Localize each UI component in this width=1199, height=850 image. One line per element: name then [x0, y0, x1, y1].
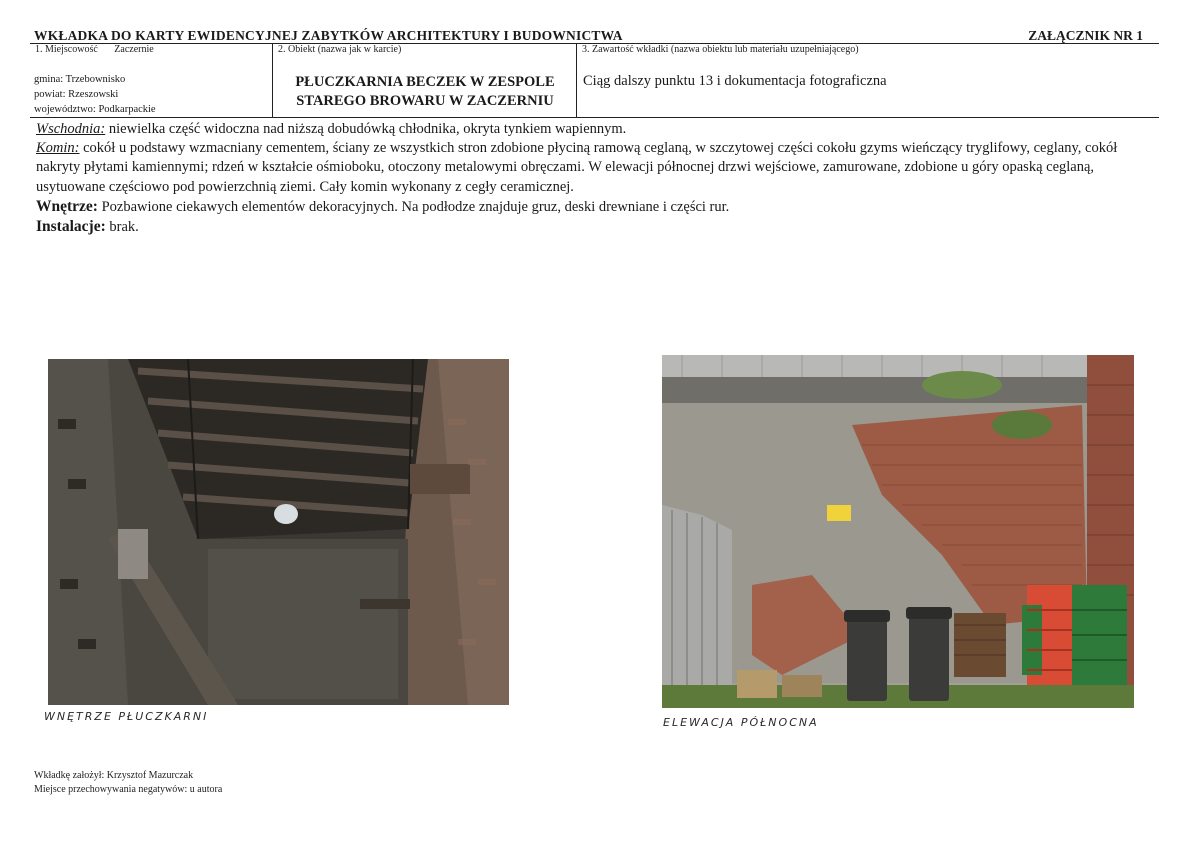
object-name-line2: STAREGO BROWARU W ZACZERNIU [296, 93, 554, 109]
east-paragraph [36, 120, 1146, 139]
contents-label: 3. Zawartość wkładki (nazwa obiektu lub materiału uzupełniającego) [582, 44, 859, 55]
document-title: WKŁADKA DO KARTY EWIDENCYJNEJ ZABYTKÓW ARCHITEKTURY I BUDOWNICTWA [34, 28, 623, 43]
interior-label: Wnętrze: [36, 197, 98, 215]
place-label-row [35, 44, 154, 55]
interior-photo-image [48, 359, 509, 705]
place-value: Zaczernie [114, 44, 154, 55]
place-label: 1. Miejscowość [35, 44, 98, 55]
north-elevation-photo-caption: ELEWACJA PÓŁNOCNA [663, 716, 819, 729]
header-table [30, 43, 1159, 118]
place-column [30, 43, 272, 117]
north-elevation-photo-image [662, 355, 1134, 708]
gmina: gmina: Trzebownisko [34, 74, 126, 85]
east-label: Wschodnia: [36, 121, 106, 137]
interior-photo [48, 359, 509, 705]
negatives-location-line: Miejsce przechowywania negatywów: u autora [34, 784, 223, 795]
north-elevation-photo [662, 355, 1134, 708]
contents-column [576, 43, 1159, 117]
interior-paragraph [36, 197, 1146, 217]
chimney-label: Komin: [36, 140, 80, 157]
installations-paragraph [36, 217, 1146, 237]
object-name-line1: PŁUCZKARNIA BECZEK W ZESPOLE [295, 74, 555, 90]
installations-label: Instalacje: [36, 218, 106, 236]
author-line: Wkładkę założył: Krzysztof Mazurczak [34, 770, 194, 781]
chimney-text: cokół u podstawy wzmacniany cementem, ściany ze wszystkich stron zdobione płyciną ramową ceglaną, w szczytowej części cokołu gzyms wieńczący tryglifowy, ceglany, cokół nakryty płytami kamiennymi; rdzeń w kształcie ośmioboku, otoczony metalowymi obręczami. W elewacji północnej drzwi wejściowe, zamurowane, zdobione u góry opaską ceglaną, usytuowane częściowo pod powierzchnią ziemi. Cały komin wykonany z cegły ceramicznej. [36, 140, 1118, 195]
wojewodztwo: województwo: Podkarpackie [34, 104, 156, 115]
description-text [36, 120, 1146, 237]
interior-text: Pozbawione ciekawych elementów dekoracyjnych. Na podłodze znajduje gruz, deski drewniane i części rur. [97, 198, 730, 215]
installations-text: brak. [105, 219, 139, 236]
object-label: 2. Obiekt (nazwa jak w karcie) [278, 44, 402, 55]
powiat: powiat: Rzeszowski [34, 89, 119, 100]
annex-number: ZAŁĄCZNIK NR 1 [1028, 28, 1143, 43]
contents-value: Ciąg dalszy punktu 13 i dokumentacja fotograficzna [583, 73, 887, 89]
interior-photo-caption: WNĘTRZE PŁUCZKARNI [44, 710, 209, 723]
object-name [273, 73, 577, 111]
object-column [272, 43, 577, 117]
chimney-paragraph [36, 139, 1146, 197]
east-text: niewielka część widoczna nad niższą dobudówką chłodnika, okryta tynkiem wapiennym. [105, 121, 627, 137]
